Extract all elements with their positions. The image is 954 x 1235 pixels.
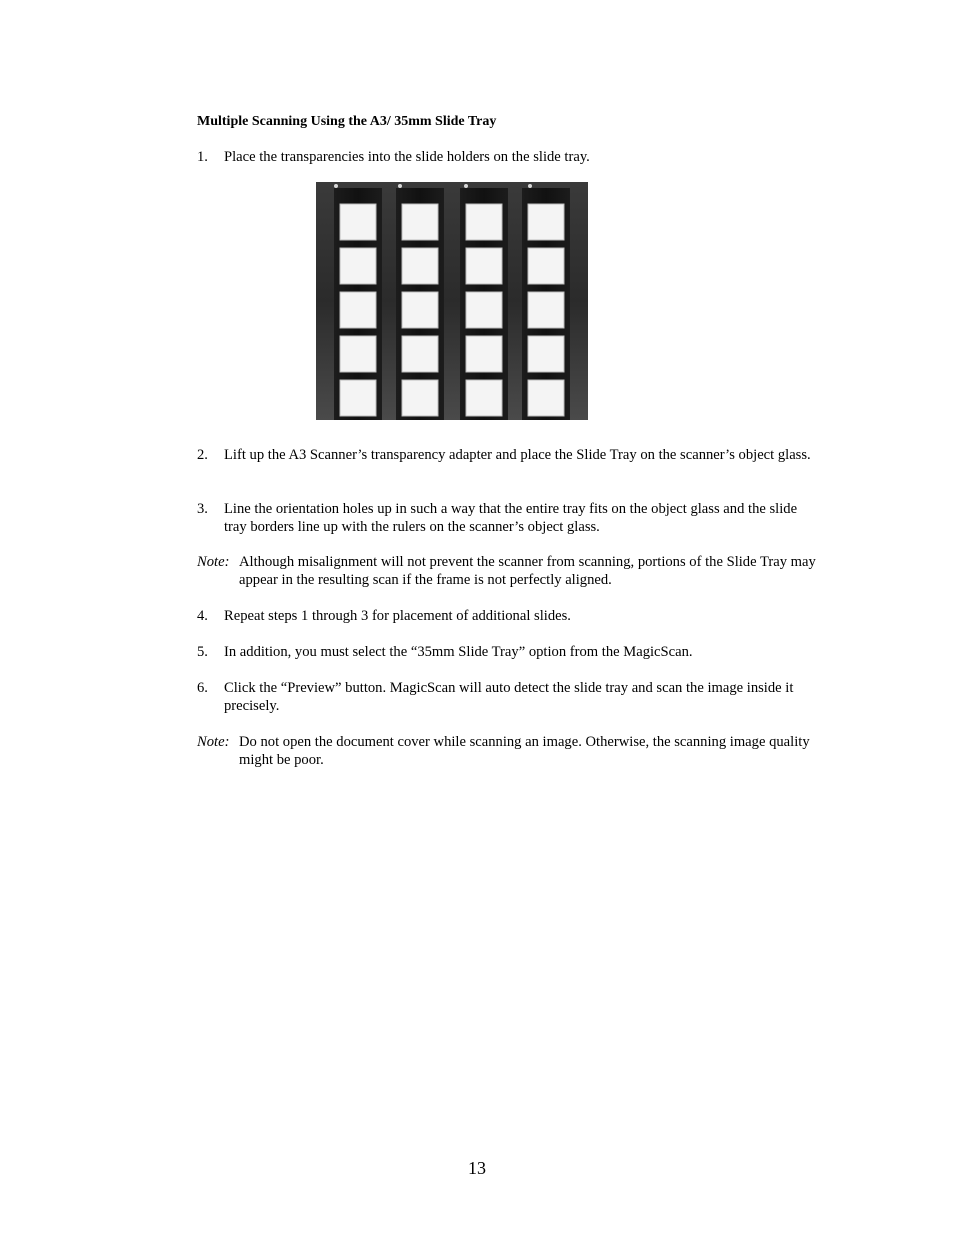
step-text: In addition, you must select the “35mm Slide Tray” option from the MagicScan. bbox=[224, 644, 693, 660]
slide-holder bbox=[402, 336, 438, 372]
slide-holder bbox=[528, 336, 564, 372]
slide-holder bbox=[528, 380, 564, 416]
step-text: Line the orientation holes up in such a way that the entire tray fits on the object glass and the slide tray borders line up with the rulers on the scanner’s object glass. bbox=[224, 501, 798, 535]
slide-holder bbox=[466, 292, 502, 328]
step-item bbox=[197, 500, 817, 536]
slide-holder bbox=[466, 248, 502, 284]
orientation-hole bbox=[464, 184, 468, 188]
slide-tray-photo bbox=[314, 182, 590, 424]
slide-holder bbox=[466, 380, 502, 416]
step-number: 5. bbox=[197, 644, 208, 660]
step-number: 1. bbox=[197, 149, 208, 165]
slide-holder bbox=[402, 292, 438, 328]
page-number: 13 bbox=[468, 1158, 486, 1178]
note bbox=[197, 733, 817, 769]
slide-holder bbox=[340, 248, 376, 284]
step-text: Repeat steps 1 through 3 for placement of additional slides. bbox=[224, 608, 571, 624]
step-text: Lift up the A3 Scanner’s transparency adapter and place the Slide Tray on the scanner’s object glass. bbox=[224, 447, 811, 463]
slide-holder bbox=[340, 292, 376, 328]
slide-holder bbox=[528, 204, 564, 240]
slide-holder bbox=[340, 336, 376, 372]
orientation-hole bbox=[334, 184, 338, 188]
slide-holder bbox=[402, 204, 438, 240]
step-item bbox=[197, 643, 817, 661]
section-heading: Multiple Scanning Using the A3/ 35mm Slide Tray bbox=[197, 114, 497, 129]
slide-holder bbox=[340, 204, 376, 240]
slide-holder bbox=[528, 248, 564, 284]
step-item bbox=[197, 446, 817, 464]
note bbox=[197, 553, 817, 589]
slide-tray-image bbox=[314, 182, 590, 424]
slide-holder bbox=[528, 292, 564, 328]
step-item bbox=[197, 679, 817, 715]
note-text: Although misalignment will not prevent the scanner from scanning, portions of the Slide Tray may appear in the resulting scan if the frame is not perfectly aligned. bbox=[239, 554, 816, 588]
note-label: Note: bbox=[197, 734, 230, 750]
slide-holder bbox=[340, 380, 376, 416]
slide-holder bbox=[402, 380, 438, 416]
orientation-hole bbox=[398, 184, 402, 188]
slide-holder bbox=[466, 336, 502, 372]
step-item bbox=[197, 607, 817, 625]
step-number: 2. bbox=[197, 447, 208, 463]
step-number: 6. bbox=[197, 680, 208, 696]
step-number: 4. bbox=[197, 608, 208, 624]
note-text: Do not open the document cover while scanning an image. Otherwise, the scanning image quality might be poor. bbox=[239, 734, 810, 768]
step-text: Place the transparencies into the slide holders on the slide tray. bbox=[224, 149, 590, 165]
step-item bbox=[197, 148, 817, 166]
note-label: Note: bbox=[197, 554, 230, 570]
step-number: 3. bbox=[197, 501, 208, 517]
step-text: Click the “Preview” button. MagicScan will auto detect the slide tray and scan the image inside it precisely. bbox=[224, 680, 794, 714]
slide-holder bbox=[402, 248, 438, 284]
orientation-hole bbox=[528, 184, 532, 188]
slide-holder bbox=[466, 204, 502, 240]
